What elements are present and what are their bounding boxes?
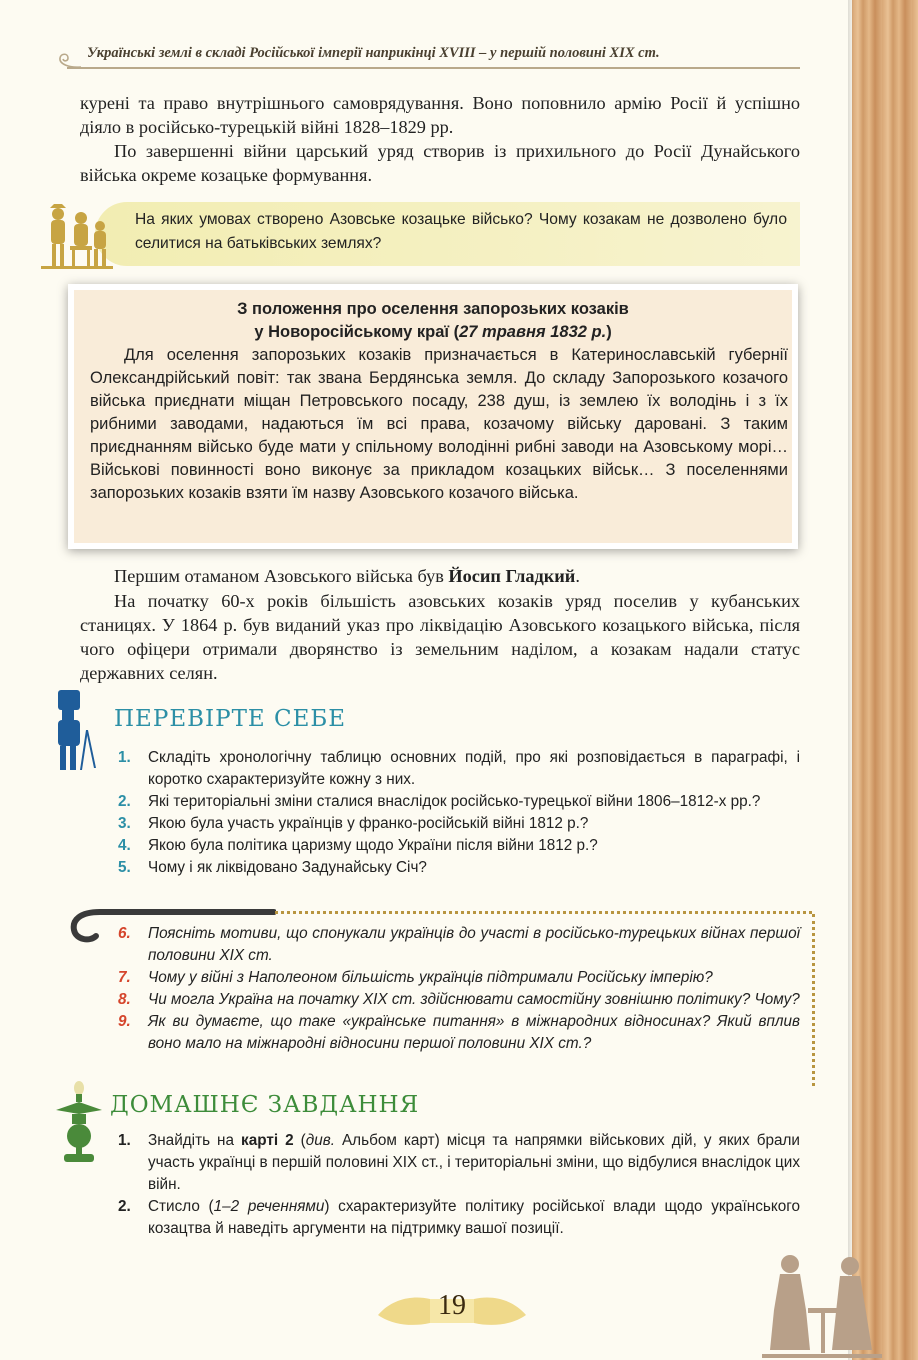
- think-list: [118, 923, 800, 1055]
- homework-list: [118, 1130, 800, 1240]
- dotted-frame-top: [275, 911, 812, 914]
- list-item: 6. Поясніть мотиви, що спонукали українців до участі в російсько-турецьких війнах першої половини XIX ст.: [118, 925, 800, 964]
- homework-title: ДОМАШНЄ ЗАВДАННЯ: [110, 1092, 420, 1118]
- document-body: Для оселення запорозьких козаків призначається в Катеринославській губернії Олександрійський повіт: так звана Бердянська земля. До складу Запорозького козачого війська приєднати міщан Петровського посаду, 238 душ, із землею їх володінь і з їх рибними заводами, надаються їм всі права, козачому війську даровані. З таким приєднанням військо буде мати у спільному володінні рибні заводи на Азовському морі… Військові повинності воно виконує за прикладом козацьких військ… З поселеннями запорозьких козаків взяти їм назву Азовського козачого війська.: [90, 346, 788, 502]
- after-paragraph-1: Першим отаманом Азовського війська був Йосип Гладкий.: [114, 566, 580, 586]
- running-header: [55, 40, 800, 72]
- list-item: 1. Складіть хронологічну таблицю основних подій, про які розповідається в параграфі, і коротко схарактеризуйте кожну з них.: [118, 749, 800, 788]
- list-item: 4. Якою була політика царизму щодо України після війни 1812 р.?: [118, 837, 598, 854]
- check-list: [118, 747, 800, 879]
- lamp-ornament-icon: [50, 1080, 108, 1166]
- intro-paragraph-2: По завершенні війни царський уряд створив із прихильного до Росії Дунайського війська окреме козацьке формування.: [80, 141, 800, 185]
- page-number: 19: [438, 1290, 466, 1321]
- list-item: 5. Чому і як ліквідовано Задунайську Січ?: [118, 859, 427, 876]
- header-title: Українські землі в складі Російської імперії наприкінці XVIII – у першій половині XIX ст.: [87, 45, 660, 61]
- list-item: 2. Стисло (1–2 реченнями) схарактеризуйте політику російської влади щодо українського козацтва й наведіть аргументи на підтримку вашої позиції.: [118, 1198, 800, 1237]
- list-item: 7. Чому у війні з Наполеоном більшість українців підтримали Російську імперію?: [118, 969, 713, 986]
- after-paragraph-2: На початку 60-х років більшість азовських козаків уряд поселив у кубанських станицях. У 1864 р. був виданий указ про ліквідацію Азовського козацького війська, після чого офіцери отримали дворянство із земельним наділом, а козакам надали статус державних селян.: [80, 591, 800, 683]
- check-yourself-title: ПЕРЕВІРТЕ СЕБЕ: [114, 706, 347, 732]
- list-item: 8. Чи могла Україна на початку XIX ст. здійснювати самостійну зовнішню політику? Чому?: [118, 991, 800, 1008]
- wooden-edge-decoration: [852, 0, 918, 1360]
- photographer-silhouette-icon: [50, 690, 105, 772]
- question-text: На яких умовах створено Азовське козацьке військо? Чому козакам не дозволено було селитися на батьківських землях?: [135, 211, 787, 252]
- intro-paragraph-1: курені та право внутрішнього самоврядування. Воно поповнило армію Росії й успішно діяло в російсько-турецькій війні 1828–1829 рр.: [80, 93, 800, 137]
- discussion-people-icon: [36, 200, 118, 272]
- dotted-frame-right: [812, 914, 815, 1086]
- sitting-people-silhouette-icon: [762, 1250, 882, 1360]
- list-item: 2. Які територіальні зміни сталися внаслідок російсько-турецької війни 1806–1812-х рр.?: [118, 793, 761, 810]
- list-item: 3. Якою була участь українців у франко-російській війні 1812 р.?: [118, 815, 589, 832]
- list-item: 1. Знайдіть на карті 2 (див. Альбом карт) місця та напрямки військових дій, у яких брали участь українці в першій половині XIX ст., і територіальні зміни, що відбулися внаслідок цих війн.: [118, 1132, 800, 1193]
- header-rule: [67, 67, 800, 69]
- document-title: З положення про оселення запорозьких козаків у Новоросійському краї (27 травня 1832 р.): [237, 300, 629, 341]
- list-item: 9. Як ви думаєте, що таке «українське питання» в міжнародних відносинах? Який вплив воно мало на міжнародні відносини першої половини XIX ст.?: [118, 1013, 800, 1052]
